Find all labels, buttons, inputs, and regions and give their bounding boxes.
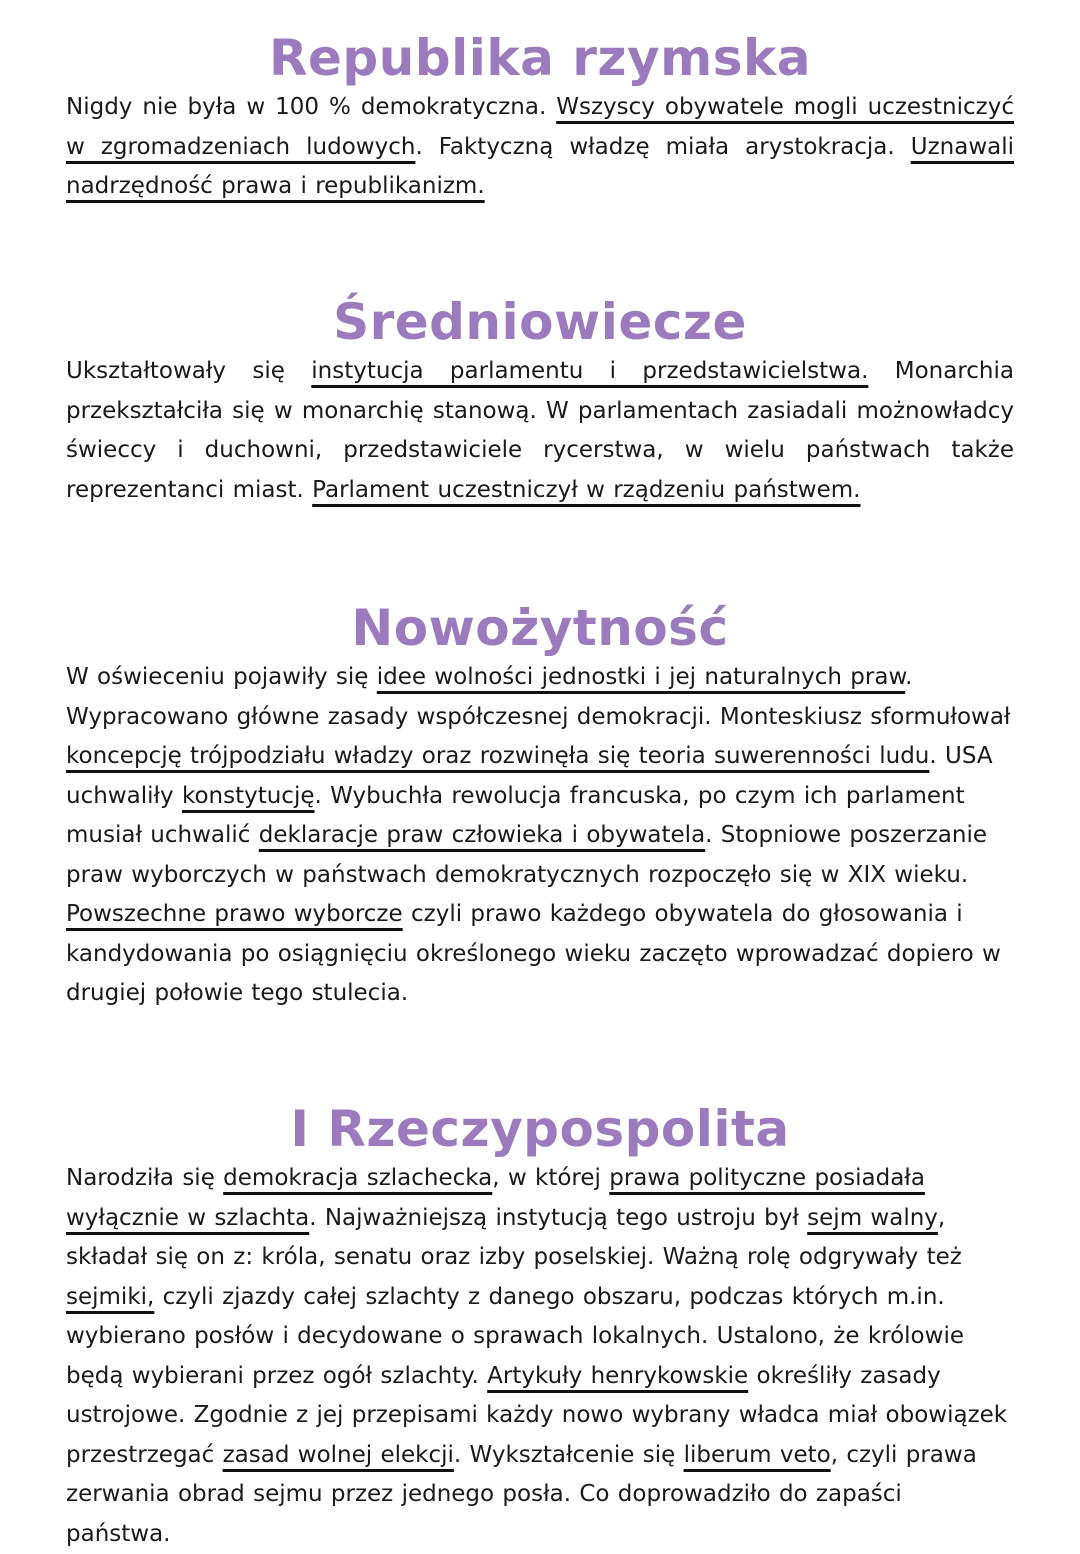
- section-title: Nowożytność: [351, 599, 729, 657]
- text-segment: Ukształtowały się: [66, 358, 312, 384]
- underlined-phrase: sejmiki,: [66, 1283, 155, 1310]
- underlined-phrase: instytucja parlamentu i przedstawicielstwa.: [311, 358, 869, 384]
- text-segment: czyli prawo każdego obywatela do głosowania i kandydowania po osiągnięciu określonego wieku zaczęto wprowadzać dopiero w drugiej połowie tego stulecia.: [66, 901, 1001, 1006]
- underlined-phrase: Uznawali nadrzędność prawa i republikanizm.: [66, 133, 1014, 199]
- underlined-phrase: deklaracje praw człowieka i obywatela: [258, 822, 706, 848]
- underlined-phrase: Artykuły henrykowskie: [487, 1362, 749, 1389]
- text-segment: , czyli prawa zerwania obrad sejmu przez jednego posła. Co doprowadziło do zapaści państwa.: [66, 1441, 977, 1547]
- underlined-phrase: zasad wolnej elekcji: [222, 1441, 454, 1468]
- section-title: I Rzeczypospolita: [290, 1100, 790, 1158]
- underlined-phrase: demokracja szlachecka: [223, 1165, 493, 1191]
- section-body: [66, 1159, 1014, 1554]
- underlined-phrase: liberum veto: [683, 1441, 831, 1468]
- text-segment: . Wykształcenie się: [453, 1441, 684, 1468]
- section-sredniowiecze: [66, 292, 1014, 510]
- section-republika-rzymska: [66, 28, 1014, 207]
- text-segment: Narodziła się: [66, 1165, 224, 1191]
- underlined-phrase: Parlament uczestniczył w rządzeniu państwem.: [312, 476, 861, 503]
- underlined-phrase: sejm walny: [807, 1204, 938, 1231]
- underlined-phrase: prawa polityczne posiadała wyłącznie w szlachta: [66, 1165, 925, 1231]
- section-i-rzeczypospolita: [66, 1099, 1014, 1554]
- text-segment: , składał się on z: króla, senatu oraz izby poselskiej. Ważną rolę odgrywały też: [66, 1204, 962, 1270]
- section-nowozytnosc: [66, 598, 1014, 1014]
- text-segment: Nigdy nie była w 100 % demokratyczna.: [66, 94, 557, 120]
- section-title: Republika rzymska: [269, 29, 811, 87]
- text-segment: . Wybuchła rewolucja francuska, po czym ich parlament musiał uchwalić: [66, 782, 965, 848]
- text-segment: . Wypracowano główne zasady współczesnej demokracji. Monteskiusz sformułował: [66, 664, 1011, 730]
- underlined-phrase: Powszechne prawo wyborcze: [66, 901, 403, 927]
- text-segment: czyli zjazdy całej szlachty z danego obszaru, podczas których m.in. wybierano posłów i decydowane o sprawach lokalnych. Ustalono, że królowie będą wybierani przez ogół szlachty.: [66, 1283, 964, 1389]
- text-segment: . USA uchwaliły: [66, 743, 993, 809]
- text-segment: , w której: [492, 1165, 610, 1191]
- underlined-phrase: idee wolności jednostki i jej naturalnych praw: [376, 664, 906, 690]
- section-title: Średniowiecze: [333, 293, 747, 351]
- underlined-phrase: konstytucję: [181, 782, 315, 809]
- text-segment: określiły zasady ustrojowe. Zgodnie z jej przepisami każdy nowo wybrany władca miał obowiązek przestrzegać: [66, 1362, 1008, 1468]
- section-body: [66, 352, 1014, 510]
- text-segment: W oświeceniu pojawiły się: [66, 664, 377, 690]
- underlined-phrase: Wszyscy obywatele mogli uczestniczyć w zgromadzeniach ludowych: [66, 94, 1014, 160]
- text-segment: . Faktyczną władzę miała arystokracja.: [415, 133, 911, 160]
- text-segment: . Najważniejszą instytucją tego ustroju był: [309, 1204, 808, 1231]
- underlined-phrase: koncepcję trójpodziału władzy oraz rozwinęła się teoria suwerenności ludu: [66, 743, 930, 769]
- text-segment: Monarchia przekształciła się w monarchię stanową. W parlamentach zasiadali możnowładcy świeccy i duchowni, przedstawiciele rycerstwa, w wielu państwach także reprezentanci miast.: [66, 358, 1014, 503]
- section-body: [66, 658, 1014, 1014]
- text-segment: . Stopniowe poszerzanie praw wyborczych w państwach demokratycznych rozpoczęło się w XIX wieku.: [66, 822, 988, 888]
- section-body: [66, 88, 1014, 207]
